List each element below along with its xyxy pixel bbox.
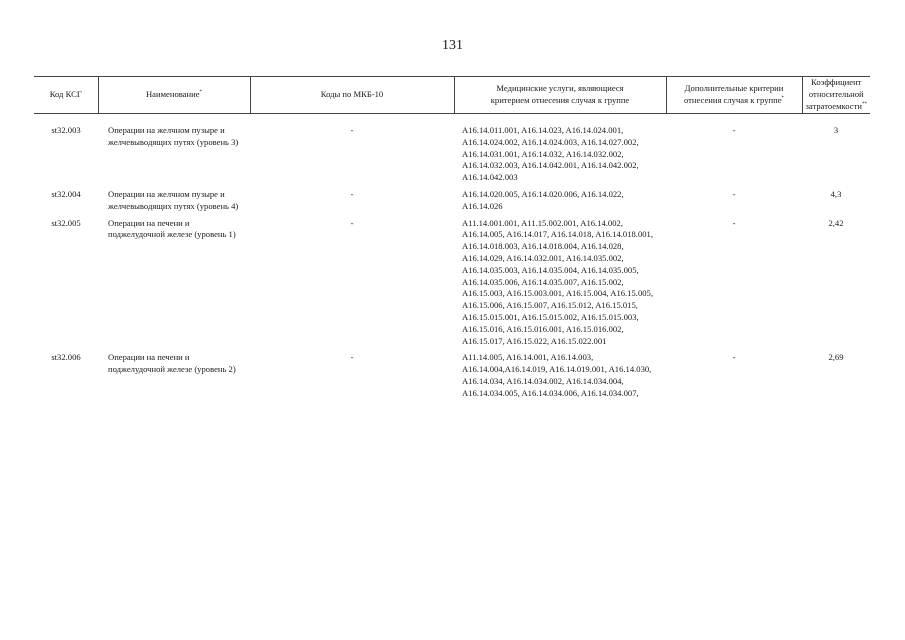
cell-services: A11.14.005, A16.14.001, A16.14.003, A16.14.004,A16.14.019, A16.14.019.001, A16.14.030, A16.14.034, A16.14.034.002, A16.14.034.004, A16.14.034.005, A16.14.034.006, A16.14.034.007, (462, 352, 652, 398)
spacer-cell (34, 114, 870, 126)
cell-name: Операции на печени и поджелудочной железе (уровень 2) (108, 352, 236, 375)
cell-services: A16.14.011.001, A16.14.023, A16.14.024.001, A16.14.024.002, A16.14.024.003, A16.14.027.002, A16.14.031.001, A16.14.032, A16.14.032.002, A16.14.032.003, A16.14.042.001, A16.14.042.002, A16.14.042.003 (462, 125, 639, 183)
cell-extra: - (732, 217, 736, 228)
cell-coef: 4,3 (830, 188, 842, 199)
cell-code: st32.005 (51, 217, 81, 228)
cell-services: A16.14.020.005, A16.14.020.006, A16.14.022, A16.14.026 (462, 188, 624, 211)
header-coef (802, 77, 870, 114)
header-coef-mark: ** (861, 102, 867, 108)
cell-name: Операции на печени и поджелудочной железе (уровень 1) (108, 217, 236, 240)
header-name-text: Наименование (145, 89, 200, 100)
table-row (34, 125, 870, 189)
header-name (98, 77, 250, 114)
header-services: Медицинские услуги, являющиеся критерием отнесения случая к группе (454, 77, 666, 114)
header-spacer (34, 114, 870, 126)
cell-code: st32.003 (51, 125, 81, 135)
cell-extra: - (732, 352, 736, 363)
table-header-row (34, 77, 870, 114)
header-extra-text: Дополнительные критерии отнесения случая к группе (683, 83, 784, 105)
cell-code: st32.006 (51, 352, 81, 363)
header-extra (666, 77, 802, 114)
header-code: Код КСГ (34, 77, 98, 114)
header-coef-text: Коэффициент относительной затратоемкости (805, 77, 864, 111)
cell-coef: 2,42 (828, 217, 844, 228)
table-row (34, 352, 870, 404)
cell-coef: 3 (833, 125, 839, 135)
header-extra-mark: * (781, 96, 785, 102)
cell-extra: - (732, 188, 736, 199)
cell-extra: - (732, 125, 736, 135)
cell-services: A11.14.001.001, A11.15.002.001, A16.14.002, A16.14.005, A16.14.017, A16.14.018, A16.14.018.001, A16.14.018.003, A16.14.018.004, A16.14.028, A16.14.029, A16.14.032.001, A16.14.035.002, A16.14.035.003, A16.14.035.004, A16.14.035.005, A16.14.035.006, A16.14.035.007, A16.15.002, A16.15.003, A16.15.003.001, A16.15.004, A16.15.005, A16.15.006, A16.15.007, A16.15.012, A16.15.015, A16.15.015.001, A16.15.015.002, A16.15.015.003, A16.15.016, A16.15.016.001, A16.15.016.002, A16.15.017, A16.15.022, A16.15.022.001 (462, 217, 653, 346)
header-mkb: Коды по МКБ-10 (250, 77, 454, 114)
cell-code: st32.004 (51, 188, 81, 199)
cell-mkb: - (350, 188, 354, 199)
cell-mkb: - (350, 125, 354, 135)
cell-coef: 2,69 (828, 352, 844, 363)
cell-mkb: - (350, 217, 354, 228)
cell-mkb: - (350, 352, 354, 363)
cell-name: Операции на желчном пузыре и желчевыводящих путях (уровень 4) (108, 188, 239, 211)
ksg-table (34, 76, 870, 405)
page-number: 131 (442, 38, 463, 53)
cell-name: Операции на желчном пузыре и желчевыводящих путях (уровень 3) (108, 125, 239, 147)
table-row (34, 189, 870, 218)
table-row (34, 218, 870, 353)
header-name-mark: * (199, 90, 203, 96)
